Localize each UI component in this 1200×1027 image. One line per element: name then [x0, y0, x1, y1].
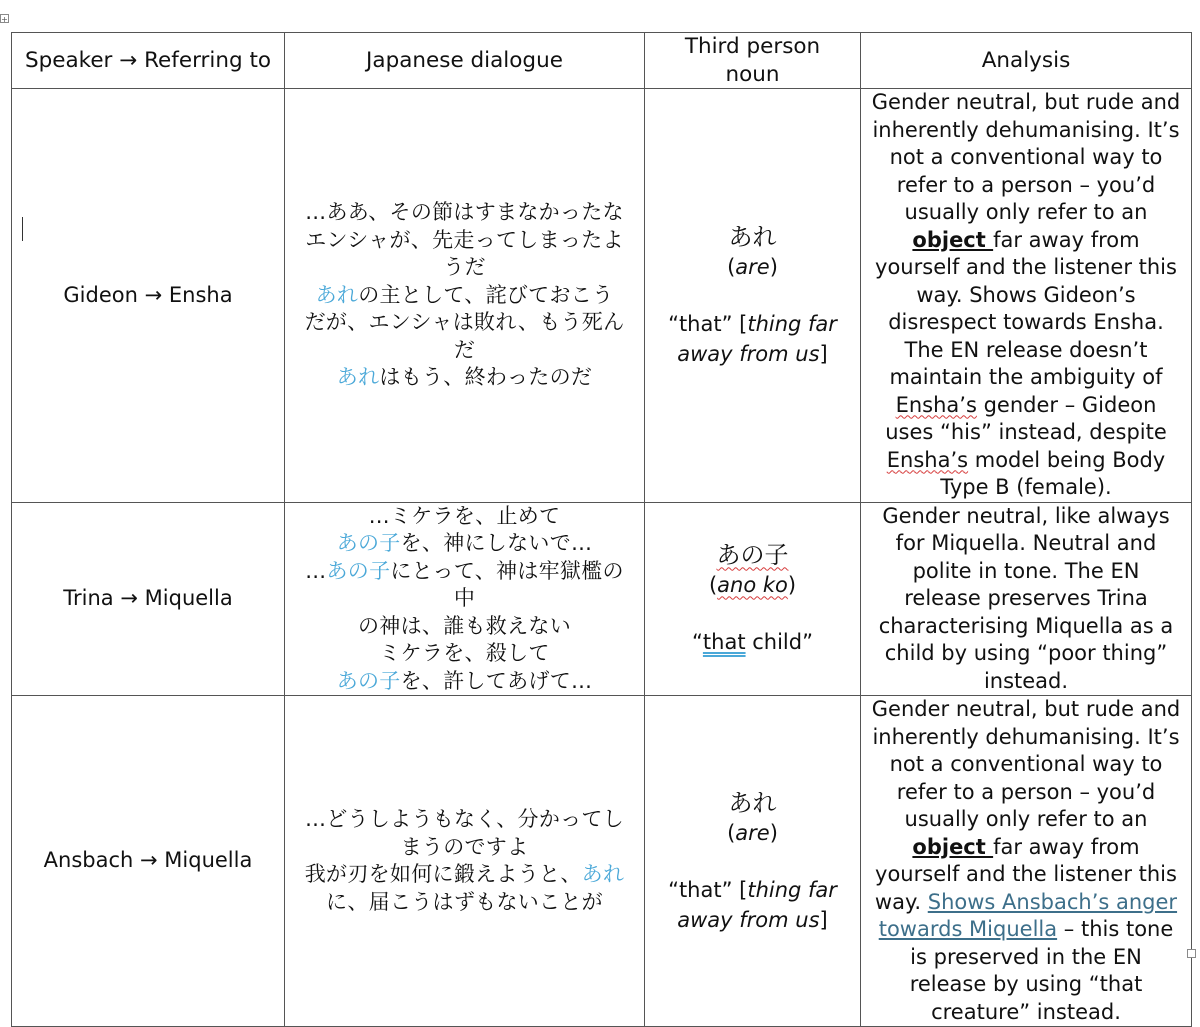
dialogue-text: を、神にしないで… — [400, 531, 593, 555]
dialogue-line — [295, 861, 634, 916]
noun-english: “that” [thing far away from us] — [668, 311, 837, 366]
japanese-dialogue-cell — [285, 89, 645, 503]
dialogue-text: にとって、神は牢獄檻の中 — [390, 558, 624, 610]
speaker-name: Gideon — [63, 282, 138, 307]
header-third-person-noun: Third person noun — [645, 33, 861, 89]
noun-japanese: あれ — [728, 222, 777, 251]
dialogue-line — [295, 668, 634, 696]
highlighted-pronoun: あれ — [315, 282, 359, 307]
highlighted-pronoun: あれ — [336, 365, 380, 389]
dialogue-text: …ミケラを、止めて — [368, 503, 561, 528]
header-speaker: Speaker → Referring to — [12, 33, 285, 89]
speaker-cell — [12, 696, 285, 1027]
table-row — [12, 502, 1192, 696]
table-header-row — [12, 33, 1192, 89]
emphasis-object: object — [912, 227, 994, 252]
dialogue-line — [295, 364, 634, 392]
header-japanese-dialogue: Japanese dialogue — [285, 33, 645, 89]
dialogue-text: に、届こうはずもないことが — [326, 889, 603, 914]
dialogue-text: ミケラを、殺して — [379, 641, 550, 665]
arrow-icon: → — [144, 282, 163, 307]
spellcheck-flag: Ensha’s — [895, 392, 977, 417]
analysis-cell: Gender neutral, but rude and inherently dehumanising. It’s not a conventional way to refer to a person – you’d usually only refer to an object far away from yourself and the listener this way. Shows Gideon’s disrespect towards Ensha. The EN release doesn’t maintain the ambiguity of Ensha’s gender – Gideon uses “his” instead, despite Ensha’s model being Body Type B (female). — [861, 89, 1192, 503]
dialogue-line — [295, 309, 634, 364]
dialogue-text: を、許してあげて… — [400, 668, 593, 693]
table-move-handle[interactable]: + — [1, 15, 8, 24]
dialogue-text: の神は、誰も救えない — [358, 613, 571, 638]
table-row — [12, 89, 1192, 503]
third-person-noun-cell — [645, 696, 861, 1027]
dialogue-text: だが、エンシャは敗れ、もう死んだ — [304, 310, 625, 362]
dialogue-line — [295, 558, 634, 613]
noun-japanese: あれ — [728, 788, 777, 817]
dialogue-text: … — [305, 558, 327, 583]
header-analysis: Analysis — [861, 33, 1192, 89]
speaker-name: Trina — [63, 586, 114, 610]
dialogue-line — [295, 282, 634, 310]
dialogue-line — [295, 613, 634, 641]
highlighted-pronoun: あの子 — [336, 531, 401, 555]
dialogue-text: …ああ、その節はすまなかったな — [305, 200, 624, 224]
analysis-cell: Gender neutral, but rude and inherently dehumanising. It’s not a conventional way to refer to a person – you’d usually only refer to an object far away from yourself and the listener this way. Shows Ansbach’s anger towards Miquella – this tone is preserved in the EN release by using “that creature” instead. — [861, 696, 1192, 1027]
noun-romanization: (ano ko) — [708, 573, 797, 598]
emphasis-object: object — [912, 834, 994, 859]
dialogue-line — [295, 199, 634, 227]
dialogue-line — [295, 640, 634, 668]
dialogue-line — [295, 806, 634, 861]
dialogue-text: …どうしようもなく、分かってしまうのですよ — [304, 807, 625, 859]
referent-name: Miquella — [144, 586, 233, 610]
noun-romanization: (are) — [727, 254, 778, 279]
speaker-name: Ansbach — [43, 848, 134, 873]
highlighted-pronoun: あの子 — [336, 668, 401, 693]
dialogue-text: はもう、終わったのだ — [379, 365, 593, 389]
dialogue-text: の主として、詫びておこう — [358, 282, 614, 307]
speaker-cell — [12, 502, 285, 696]
dialogue-line — [295, 503, 634, 531]
table-resize-handle[interactable] — [1187, 949, 1196, 958]
highlighted-pronoun: あれ — [581, 862, 625, 886]
japanese-dialogue-cell — [285, 696, 645, 1027]
third-person-noun-cell — [645, 502, 861, 696]
dialogue-line — [295, 530, 634, 558]
japanese-dialogue-cell — [285, 502, 645, 696]
arrow-icon: → — [120, 586, 138, 610]
spellcheck-flag: Ensha’s — [886, 447, 969, 472]
commented-text-link[interactable]: Shows Ansbach’s anger towards Miquella — [878, 889, 1178, 941]
noun-english: “that child” — [692, 630, 813, 655]
noun-english: “that” [thing far away from us] — [668, 877, 837, 932]
third-person-noun-cell — [645, 89, 861, 503]
referent-name: Miquella — [164, 848, 253, 873]
table-row — [12, 696, 1192, 1027]
dialogue-text: 我が刃を如何に鍛えようと、 — [304, 862, 582, 886]
noun-romanization: (are) — [727, 820, 778, 845]
dialogue-text: エンシャが、先走ってしまったようだ — [305, 227, 624, 279]
dialogue-line — [295, 227, 634, 282]
speaker-cell — [12, 89, 285, 503]
referent-name: Ensha — [168, 282, 233, 307]
noun-japanese: あの子 — [716, 541, 789, 570]
arrow-icon: → — [140, 848, 158, 873]
analysis-cell: Gender neutral, like always for Miquella. Neutral and polite in tone. The EN release preserves Trina characterising Miquella as a child by using “poor thing” instead. — [861, 502, 1192, 696]
comparison-table — [11, 32, 1192, 1027]
highlighted-pronoun: あの子 — [326, 558, 391, 583]
